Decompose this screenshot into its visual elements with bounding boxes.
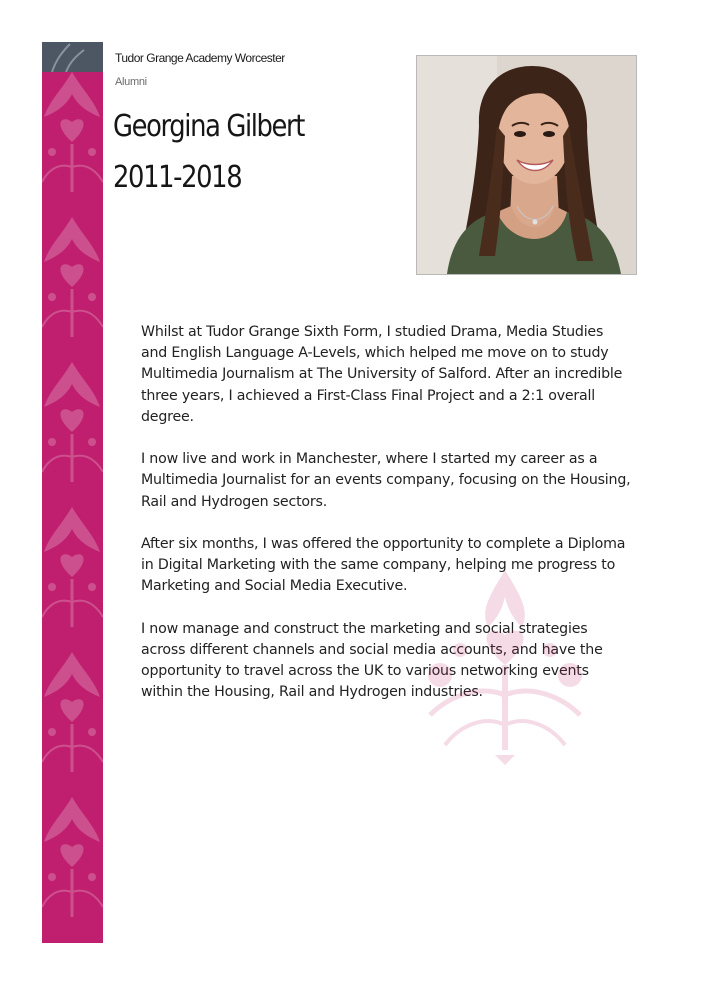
sidebar-top-band [42, 42, 103, 72]
floral-pattern [42, 42, 103, 943]
paragraph: I now live and work in Manchester, where I started my career as a Multimedia Journalist for an events company, focusing on the Housing, Rail and Hydrogen sectors. [141, 451, 631, 510]
alumni-name: Georgina Gilbert [113, 109, 305, 144]
floral-watermark [410, 565, 600, 765]
paragraph: Whilst at Tudor Grange Sixth Form, I studied Drama, Media Studies and English Language A-Levels, which helped me move on to study Multimedia Journalism at The University of Salford. After an incredible three years, I achieved a First-Class Final Project and a 2:1 overall degree. [141, 324, 623, 425]
category-label: Alumni [115, 76, 147, 88]
profile-photo [416, 55, 637, 275]
decorative-sidebar [42, 42, 103, 943]
paragraph: After six months, I was offered the opportunity to complete a Diploma in Digital Marketing with the same company, helping me progress to Marketing and Social Media Executive. [141, 536, 626, 595]
alumni-years: 2011-2018 [113, 160, 242, 195]
paragraph: I now manage and construct the marketing and social strategies across different channels and social media accounts, and have the opportunity to travel across the UK to various networking events within the Housing, Rail and Hydrogen industries. [141, 620, 603, 701]
school-name: Tudor Grange Academy Worcester [115, 51, 285, 65]
